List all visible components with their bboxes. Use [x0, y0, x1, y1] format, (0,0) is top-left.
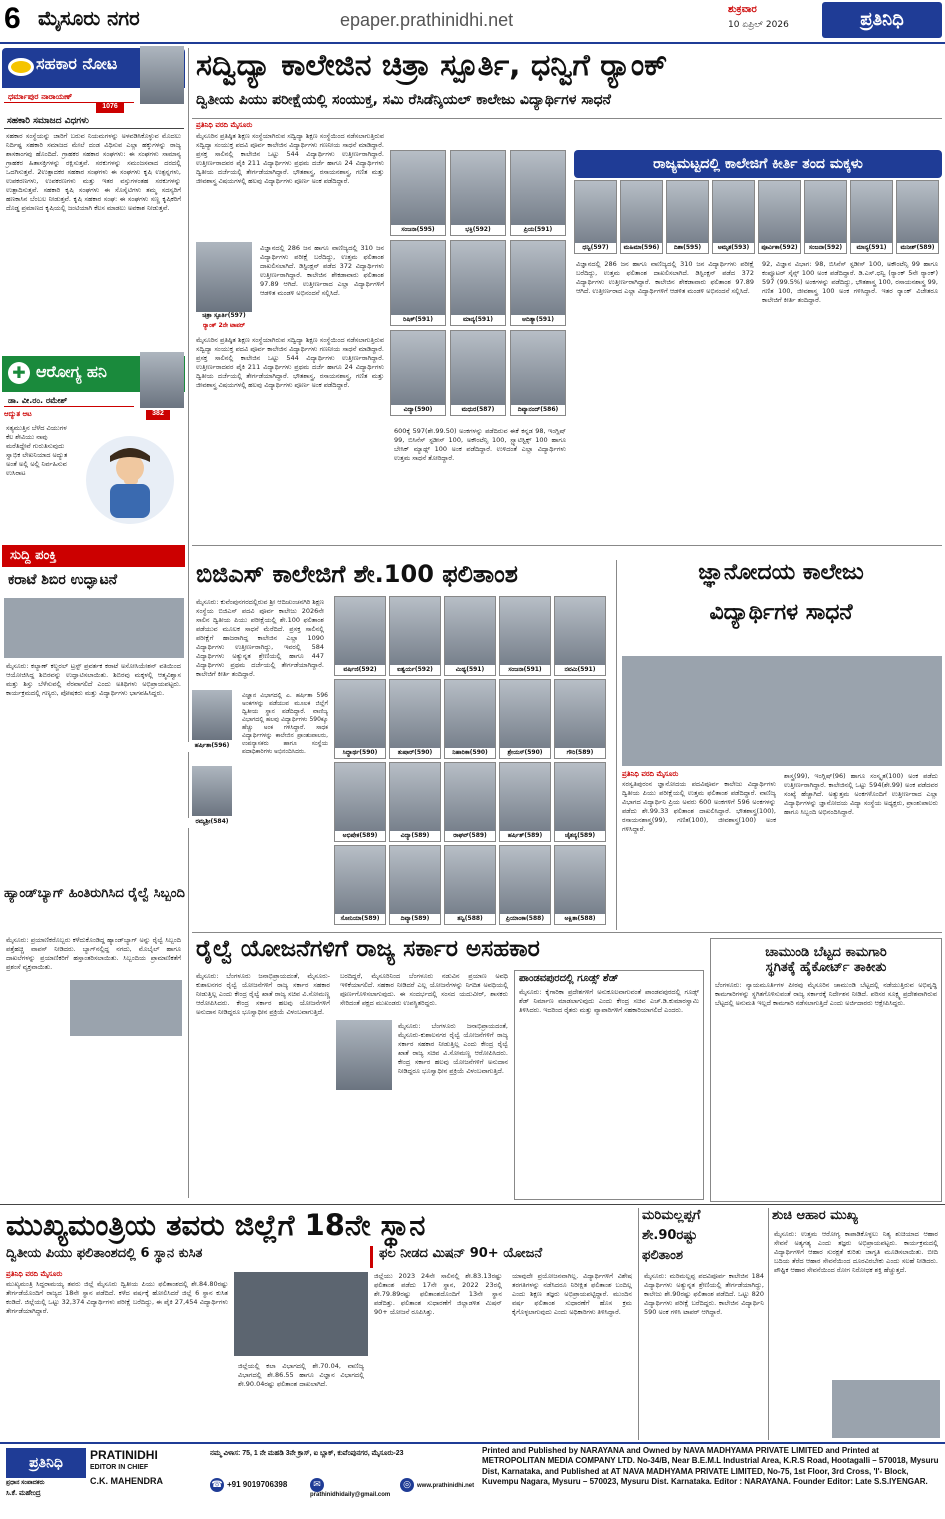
sahakara-badge: 1076 — [96, 103, 124, 113]
bgs-photo-12 — [444, 762, 496, 842]
lead-photo-0 — [390, 150, 446, 236]
mari-headline-1: ಮರಿಮಲ್ಲಪ್ಪಗೆ — [642, 1208, 701, 1223]
footer-web[interactable] — [400, 1478, 482, 1492]
suddi-pankti-bar: ಸುದ್ದಿ ಪಂಕ್ತಿ — [2, 545, 185, 567]
lead-subheadline: ದ್ವಿತೀಯ ಪಿಯು ಪರೀಕ್ಷೆಯಲ್ಲಿ ಸಂಯುಕ್ತ, ಸಮಿ ರೆಸಿಡೆನ್ಶಿಯಲ್ ಕಾಲೇಜು ವಿದ್ಯಾರ್ಥಿಗಳ ಸಾಧನೆ — [196, 92, 611, 108]
railway-staff-photo — [70, 980, 182, 1036]
chamundi-box — [710, 938, 942, 1202]
bgs-caption-7: ನಿಹಾರಿಕಾ(590) — [445, 748, 495, 758]
cm-body-4: ಯಾವುದೇ ಪ್ರಯೋಜನವಾಗಿಲ್ಲ. ವಿದ್ಯಾರ್ಥಿಗಳಿಗೆ ವಿಶೇಷ ತರಗತಿಗಳನ್ನು ನಡೆಸಿದರೂ ನಿರೀಕ್ಷಿತ ಫಲಿತಾಂಶ ಬಂದಿಲ್ಲ ಎಂದು ಶಿಕ್ಷಣ ತಜ್ಞರು ಅಭಿಪ್ರಾಯಪಟ್ಟಿದ್ದಾರೆ. ಮುಂದಿನ ವರ್ಷ ಫಲಿತಾಂಶ ಸುಧಾರಣೆಗೆ ಹೊಸ ಕ್ರಮ ಕೈಗೊಳ್ಳಲಾಗುವುದು ಎಂದು ಅಧಿಕಾರಿಗಳು ತಿಳಿಸಿದ್ದಾರೆ. — [512, 1272, 632, 1316]
cm-body-1: ಮುಖ್ಯಮಂತ್ರಿ ಸಿದ್ದರಾಮಯ್ಯ ತವರು ಜಿಲ್ಲೆ ಮೈಸೂರು ದ್ವಿತೀಯ ಪಿಯು ಫಲಿತಾಂಶದಲ್ಲಿ ಶೇ.84.80ರಷ್ಟು ತೇರ್ಗಡೆಯೊಂದಿಗೆ ರಾಜ್ಯದ 18ನೇ ಸ್ಥಾನ ಪಡೆದಿದೆ. ಕಳೆದ ವರ್ಷಕ್ಕೆ ಹೋಲಿಸಿದರೆ ಜಿಲ್ಲೆ 6 ಸ್ಥಾನ ಕುಸಿತ ಕಂಡಿದೆ. ಜಿಲ್ಲೆಯಲ್ಲಿ ಒಟ್ಟು 32,374 ವಿದ್ಯಾರ್ಥಿಗಳು ಪರೀಕ್ಷೆ ಬರೆದಿದ್ದು, ಈ ಪೈಕಿ 27,454 ವಿದ್ಯಾರ್ಥಿಗಳು ತೇರ್ಗಡೆಯಾಗಿದ್ದಾರೆ. — [6, 1280, 228, 1315]
lead-caption-7: ಮಧುರ(587) — [451, 405, 505, 415]
bgs-headline: ಬಿಜಿಎಸ್ ಕಾಲೇಜಿಗೆ ಶೇ.100 ಫಲಿತಾಂಶ — [196, 560, 518, 588]
footer-address: ನಮ್ಮ ವಿಳಾಸ: 75, 1 ನೇ ಮಹಡಿ 3ನೇ ಕ್ರಾಸ್, ಐ ಬ್ಲಾಕ್, ಕುವೆಂಪುನಗರ, ಮೈಸೂರು-23 — [210, 1450, 404, 1457]
arogya-badge: 382 — [146, 410, 170, 420]
chamundi-headline-1: ಚಾಮುಂಡಿ ಬೆಟ್ಟದ ಕಾಮಗಾರಿ — [765, 945, 887, 960]
lead-body-3: ವಿಜ್ಞಾನದಲ್ಲಿ 286 ಜನ ಹಾಗೂ ವಾಣಿಜ್ಯದಲ್ಲಿ 310 ಜನ ವಿದ್ಯಾರ್ಥಿಗಳು ಪರೀಕ್ಷೆ ಬರೆದಿದ್ದು, ಉತ್ತಮ ಫಲಿತಾಂಶ ದಾಖಲಿಸಲಾಗಿದೆ. ಡಿಸ್ಟಿಂಕ್ಷನ್ ಪಡೆದ 372 ವಿದ್ಯಾರ್ಥಿಗಳು ಉತ್ತೀರ್ಣರಾಗಿದ್ದಾರೆ. ಕಾಲೇಜಿನ ಶೇಕಡಾವಾರು ಫಲಿತಾಂಶ 97.89 ಆಗಿದೆ. ಉತ್ತೀರ್ಣರಾದ ಎಲ್ಲಾ ವಿದ್ಯಾರ್ಥಿಗಳಿಗೆ ಆಡಳಿತ ಮಂಡಳಿ ಅಭಿನಂದನೆ ಸಲ್ಲಿಸಿದೆ. — [576, 260, 754, 295]
state-photo-6 — [850, 180, 893, 254]
cm-divider — [638, 1208, 639, 1440]
jnanodaya-body: ಸರಸ್ವತಿಪುರಂನ ಜ್ಞಾನೋದಯ ಪದವಿಪೂರ್ವ ಕಾಲೇಜು ವಿದ್ಯಾರ್ಥಿಗಳು ದ್ವಿತೀಯ ಪಿಯು ಪರೀಕ್ಷೆಯಲ್ಲಿ ಉತ್ತಮ ಫಲಿತಾಂಶ ಪಡೆದಿದ್ದಾರೆ. ವಾಣಿಜ್ಯ ವಿಭಾಗದ ವಿದ್ಯಾರ್ಥಿನಿ ಪ್ರಿಯ ಅವರು 600 ಅಂಕಗಳಿಗೆ 596 ಅಂಕಗಳನ್ನು ಪಡೆದು ಶೇ.99.33 ಫಲಿತಾಂಶ ದಾಖಲಿಸಿದ್ದಾರೆ. ಭೌತಶಾಸ್ತ್ರ(100), ರಸಾಯನಶಾಸ್ತ್ರ(99), ಗಣಿತ(100), ಜೀವಶಾಸ್ತ್ರ(100) ಅಂಕ ಗಳಿಸಿದ್ದಾರೆ. — [622, 780, 776, 833]
bgs-caption-8: ಶ್ರೇಯಸ್(590) — [500, 748, 550, 758]
mari-headline-2: ಶೇ.90ರಷ್ಟು — [642, 1228, 698, 1243]
state-caption-2: ದಿಶಾ(595) — [667, 243, 708, 253]
email-icon: ✉ — [310, 1478, 324, 1492]
footer-brand: PRATINIDHI — [90, 1448, 158, 1462]
lead-caption-2: ಪ್ರಿಯ(591) — [511, 225, 565, 235]
columnist-photo — [140, 46, 184, 104]
bgs-photo-11 — [389, 762, 441, 842]
sahakara-author: ಧರ್ಮಾಪುರ ನಾರಾಯಣ್ — [4, 90, 134, 103]
jnanodaya-group-photo — [622, 656, 942, 766]
bgs-photo-9 — [554, 679, 606, 759]
bgs-caption-13: ಹರ್ಷಿತ್(589) — [500, 831, 550, 841]
state-caption-4: ಪೂರ್ವಿಕಾ(592) — [759, 243, 800, 253]
mari-divider — [768, 1208, 769, 1440]
lead-photo-5 — [510, 240, 566, 326]
handbag-headline: ಹ್ಯಾಂಡ್‌ಬ್ಯಾಗ್ ಹಿಂತಿರುಗಿಸಿದ ರೈಲ್ವೆ ಸಿಬ್ಬಂದಿ — [4, 886, 185, 901]
bgs-photo-10 — [334, 762, 386, 842]
state-photo-3 — [712, 180, 755, 254]
footer-phone-text: +91 9019706398 — [227, 1480, 288, 1489]
arogya-subhead: ಆದ್ಯುತ ಆಟ — [4, 410, 32, 418]
bgs-caption-6: ತುಷಾರ್(590) — [390, 748, 440, 758]
footer-email[interactable] — [310, 1478, 400, 1498]
footer-editor-kn: ಸಿ.ಕೆ. ಮಹೇಂದ್ರ — [6, 1490, 41, 1497]
cm-headline: ಮುಖ್ಯಮಂತ್ರಿಯ ತವರು ಜಿಲ್ಲೆಗೆ 18ನೇ ಸ್ಥಾನ — [6, 1208, 426, 1242]
railway-body-1: ಮೈಸೂರು: ಬೆಂಗಳೂರು ಜನಾಭಿಪ್ರಾಯದಂತೆ, ಮೈಸೂರು-ಕುಶಾಲನಗರ ರೈಲ್ವೆ ಯೋಜನೆಗಳಿಗೆ ರಾಜ್ಯ ಸರ್ಕಾರ ಸಹಕಾರ ನೀಡುತ್ತಿಲ್ಲ ಎಂದು ಕೇಂದ್ರ ರೈಲ್ವೆ ಖಾತೆ ರಾಜ್ಯ ಸಚಿವ ವಿ.ಸೋಮಣ್ಣ ಆರೋಪಿಸಿದರು. ಕೇಂದ್ರ ಸರ್ಕಾರ ಹಲವು ಯೋಜನೆಗಳಿಗೆ ಅನುದಾನ ನೀಡಿದ್ದರೂ ಭೂಸ್ವಾಧೀನ ಪ್ರಕ್ರಿಯೆ ವಿಳಂಬವಾಗುತ್ತಿದೆ. — [196, 972, 330, 1016]
bgs-caption-18: ಪ್ರಿಯಾಂಕಾ(588) — [500, 914, 550, 924]
lead-photo-grid — [390, 150, 568, 422]
cm-body-2: ಜಿಲ್ಲೆಯಲ್ಲಿ ಕಲಾ ವಿಭಾಗದಲ್ಲಿ ಶೇ.70.04, ವಾಣಿಜ್ಯ ವಿಭಾಗದಲ್ಲಿ ಶೇ.86.55 ಹಾಗೂ ವಿಜ್ಞಾನ ವಿಭಾಗದಲ್ಲಿ ಶೇ.90.04ರಷ್ಟು ಫಲಿತಾಂಶ ದಾಖಲಾಗಿದೆ. — [238, 1362, 364, 1388]
lead-body-4: 92, ವಿಜ್ಞಾನ ವಿಭಾಗ: 98, ಬಿಸಿನೆಸ್ ಸ್ಟಡೀಸ್ 100, ಅಕೌಂಟೆನ್ಸಿ 99 ಹಾಗೂ ಕಂಪ್ಯೂಟರ್ ಸೈನ್ಸ್ 100 ಅಂಕ ಪಡೆದಿದ್ದಾರೆ. ಡಿ.ಎಸ್.ಧನ್ವಿ (ರ್‍ಯಾಂಕ್ 5ನೇ ರ್‍ಯಾಂಕ್) 597 (99.5%) ಅಂಕಗಳನ್ನು ಪಡೆದಿದ್ದು, ಭೌತಶಾಸ್ತ್ರ 100, ರಸಾಯನಶಾಸ್ತ್ರ 99, ಗಣಿತ 100, ಜೀವಶಾಸ್ತ್ರ 100 ಅಂಕ ಗಳಿಸಿದ್ದಾರೆ. ಇತರ ರ್‍ಯಾಂಕ್ ವಿಜೇತರೂ ಕಾಲೇಜಿಗೆ ಕೀರ್ತಿ ತಂದಿದ್ದಾರೆ. — [762, 260, 938, 304]
bgs-photo-grid — [334, 596, 610, 932]
state-photo-1 — [620, 180, 663, 254]
bgs-photo-13 — [499, 762, 551, 842]
railway-body-2: ಬರದಿದ್ದರೆ, ಮೈಸೂರಿನಿಂದ ಬೆಂಗಳೂರು ನಡುವಿನ ಪ್ರಯಾಣ ಅವಧಿ ಇಳಿಕೆಯಾಗಲಿದೆ. ಸಹಕಾರ ನೀಡಿದರೆ ಎಲ್ಲ ಯೋಜನೆಗಳನ್ನು ನಿಗದಿತ ಅವಧಿಯಲ್ಲಿ ಪೂರ್ಣಗೊಳಿಸಲಾಗುವುದು. ಈ ಸಂದರ್ಭದಲ್ಲಿ ಸಂಸದ ಯದುವೀರ್, ಶಾಸಕರು ಸೇರಿದಂತೆ ಪಕ್ಷದ ಮುಖಂಡರು ಉಪಸ್ಥಿತರಿದ್ದರು. — [340, 972, 508, 1007]
bgs-photo-18 — [499, 845, 551, 925]
arogya-body: ಸತ್ಯಮುತ್ತಿನ ಬೆಳೆದ ವಿಯುಗಳ ಕೆಲ ಶೇವಿಯು ನಾವು ಮರೆತಿದ್ದೇವೆ ಗುರುತಿಸುವುದು ಸ್ವಾಭಿಕ ಲೇಖನಿಯಾದ ಅದ್ಯುತ ಅಂತೆ ಅಲ್ಲಿ ಅಲ್ಲಿ ನಿರ್ವಹಿಸುವ ಉಸಿರಾಟ — [6, 424, 68, 477]
footer-editor-en: C.K. MAHENDRA — [90, 1476, 163, 1486]
bgs-caption-10: ಅಭಿಷೇಕ(589) — [335, 831, 385, 841]
bgs-caption-9: ಗೌರಿ(589) — [555, 748, 605, 758]
lead-byline: ಪ್ರತಿನಿಧಿ ವರದಿ ಮೈಸೂರು — [196, 121, 253, 129]
footer-editor-label: EDITOR IN CHIEF — [90, 1464, 149, 1471]
state-caption-6: ಮಾನ್ಯ(591) — [851, 243, 892, 253]
footer-phone[interactable] — [210, 1478, 310, 1492]
lead-body-1c: ಮೈಸೂರಿನ ಪ್ರತಿಷ್ಠಿತ ಶಿಕ್ಷಣ ಸಂಸ್ಥೆಯಾಗಿರುವ ಸದ್ವಿದ್ಯಾ ಶಿಕ್ಷಣ ಸಂಸ್ಥೆಯಿಂದ ನಡೆಸಲಾಗುತ್ತಿರುವ ಸದ್ವಿದ್ಯಾ ಸಂಯುಕ್ತ ಪದವಿ ಪೂರ್ವ ಕಾಲೇಜಿನ ವಿದ್ಯಾರ್ಥಿಗಳು ಗಣನೀಯ ಸಾಧನೆ ಮಾಡಿದ್ದಾರೆ. ಪ್ರಸಕ್ತ ಸಾಲಿನಲ್ಲಿ ಕಾಲೇಜಿನ ಒಟ್ಟು 544 ವಿದ್ಯಾರ್ಥಿಗಳು ಉತ್ತೀರ್ಣರಾಗಿದ್ದಾರೆ. ಉತ್ತೀರ್ಣರಾದವರ ಪೈಕಿ 211 ವಿದ್ಯಾರ್ಥಿಗಳು ಪ್ರಥಮ ದರ್ಜೆ ಹಾಗೂ 24 ವಿದ್ಯಾರ್ಥಿಗಳು ದ್ವಿತೀಯ ದರ್ಜೆಯಲ್ಲಿ ತೇರ್ಗಡೆಯಾಗಿದ್ದಾರೆ. ಭೌತಶಾಸ್ತ್ರ, ರಸಾಯನಶಾಸ್ತ್ರ, ಗಣಿತ ಮತ್ತು ಜೀವಶಾಸ್ತ್ರ ವಿಷಯಗಳಲ್ಲಿ ಹಲವು ವಿದ್ಯಾರ್ಥಿಗಳು ಪೂರ್ಣ ಅಂಕ ಪಡೆದಿದ್ದಾರೆ. — [196, 336, 384, 389]
bgs-caption-1: ಐಶ್ವರ್ಯ(592) — [390, 665, 440, 675]
lead-caption-8: ದಿವ್ಯಾನಂದ್(586) — [511, 405, 565, 415]
minister-photo — [336, 1020, 392, 1090]
jnanodaya-body-2: ಶಾಸ್ತ್ರ(99), ಇಂಗ್ಲಿಷ್(96) ಹಾಗೂ ಸಂಸ್ಕೃತ(100) ಅಂಕ ಪಡೆದು ಉತ್ತೀರ್ಣರಾಗಿದ್ದಾರೆ. ಕಾಲೇಜಿನಲ್ಲಿ ಒಟ್ಟು 594(ಶೇ.99) ಅಂಕ ಪಡೆದವರ ಸಂಖ್ಯೆ ಹೆಚ್ಚಾಗಿದೆ. ಅತ್ಯುತ್ತಮ ಅಂಕಗಳೊಂದಿಗೆ ಉತ್ತೀರ್ಣರಾದ ಎಲ್ಲಾ ವಿದ್ಯಾರ್ಥಿಗಳನ್ನು ಜ್ಞಾನೋದಯ ವಿದ್ಯಾ ಸಂಸ್ಥೆಯ ಅಧ್ಯಕ್ಷರು, ಪ್ರಾಂಶುಪಾಲರು ಹಾಗೂ ಸಿಬ್ಬಂದಿ ಅಭಿನಂದಿಸಿದ್ದಾರೆ. — [784, 772, 938, 816]
issue-day: ಶುಕ್ರವಾರ — [728, 4, 757, 15]
site-url[interactable]: epaper.prathinidhi.net — [340, 10, 514, 30]
cm-subhead-a: ದ್ವಿತೀಯ ಪಿಯು ಫಲಿತಾಂಶದಲ್ಲಿ 6 ಸ್ಥಾನ ಕುಸಿತ — [6, 1246, 203, 1261]
railway-headline: ರೈಲ್ವೆ ಯೋಜನೆಗಳಿಗೆ ರಾಜ್ಯ ಸರ್ಕಾರ ಅಸಹಕಾರ — [196, 936, 540, 962]
state-caption-7: ಮನೀಶ್(589) — [897, 243, 938, 253]
arogya-author: ಡಾ. ವೀ.ರಂ. ರಮೇಶ್ — [4, 394, 134, 407]
cm-byline: ಪ್ರತಿನಿಧಿ ವರದಿ ಮೈಸೂರು — [6, 1270, 63, 1278]
bgs-caption-0: ವರ್ಷಿಣಿ(592) — [335, 665, 385, 675]
lead-headline: ಸದ್ವಿದ್ಯಾ ಕಾಲೇಜಿನ ಚಿತ್ರಾ ಸ್ಪೂರ್ತಿ, ಧನ್ವಿಗೆ ರ್‍ಯಾಂಕ್ — [196, 48, 668, 83]
health-drop-icon: ✚ — [8, 362, 30, 384]
bgs-photo-14 — [554, 762, 606, 842]
chitra-rank: ರ್‍ಯಾಂಕ್ 2ನೇ ಟಾಪರ್ — [192, 322, 256, 332]
bgs-caption-3: ಸಂಜನಾ(591) — [500, 665, 550, 675]
bgs-divider — [616, 560, 617, 930]
bgs-photo-16 — [389, 845, 441, 925]
footer-tagline: ಪ್ರಧಾನ ಸಂಪಾದಕರು — [6, 1480, 45, 1486]
shuchi-headline: ಶುಚಿ ಆಹಾರ ಮುಖ್ಯ — [772, 1208, 858, 1223]
bgs-photo-6 — [389, 679, 441, 759]
bgs-caption-14: ಚೈತನ್ಯ(589) — [555, 831, 605, 841]
jnanodaya-headline-2: ವಿದ್ಯಾರ್ಥಿಗಳ ಸಾಧನೆ — [709, 600, 853, 625]
lead-photo-6 — [390, 330, 446, 416]
cough-illustration — [80, 430, 180, 530]
state-caption-3: ಅಮೃತ(593) — [713, 243, 754, 253]
bgs-photo-17 — [444, 845, 496, 925]
bgs-caption-16: ದಿವ್ಯಾ(589) — [390, 914, 440, 924]
cm-body-3: ಜಿಲ್ಲೆಯು 2023 24ನೇ ಸಾಲಿನಲ್ಲಿ ಶೇ.83.13ರಷ್ಟು ಫಲಿತಾಂಶ ಪಡೆದು 17ನೇ ಸ್ಥಾನ, 2022 23ರಲ್ಲಿ ಶೇ.79.89ರಷ್ಟು ಫಲಿತಾಂಶದೊಂದಿಗೆ 13ನೇ ಸ್ಥಾನ ಪಡೆದಿತ್ತು. ಫಲಿತಾಂಶ ಸುಧಾರಣೆಗೆ ಜಿಲ್ಲಾಡಳಿತ ಮಿಷನ್ 90+ ಯೋಜನೆ ರೂಪಿಸಿತ್ತು. — [374, 1272, 502, 1316]
bgs-caption-5: ಸಿದ್ಧಾರ್ಥ(590) — [335, 748, 385, 758]
bgs-photo-15 — [334, 845, 386, 925]
lead-photo-2 — [510, 150, 566, 236]
bgs-photo-0 — [334, 596, 386, 676]
bgs-caption-17: ತನ್ವಿ(588) — [445, 914, 495, 924]
lead-photo-7 — [450, 330, 506, 416]
mari-headline-3: ಫಲಿತಾಂಶ — [642, 1248, 683, 1263]
mari-body: ಮೈಸೂರು: ಮರಿಮಲ್ಲಪ್ಪ ಪದವಿಪೂರ್ವ ಕಾಲೇಜಿನ 184 ವಿದ್ಯಾರ್ಥಿಗಳು ಅತ್ಯುನ್ನತ ಶ್ರೇಣಿಯಲ್ಲಿ ತೇರ್ಗಡೆಯಾಗಿದ್ದು, ಕಾಲೇಜು ಶೇ.90ರಷ್ಟು ಫಲಿತಾಂಶ ಪಡೆದಿದೆ. ಒಟ್ಟು 820 ವಿದ್ಯಾರ್ಥಿಗಳು ಪರೀಕ್ಷೆ ಬರೆದಿದ್ದರು. ಕಾಲೇಜಿನ ವಿದ್ಯಾರ್ಥಿನಿ 590 ಅಂಕ ಗಳಿಸಿ ಟಾಪರ್ ಆಗಿದ್ದಾರೆ. — [644, 1272, 764, 1316]
goods-shed-box — [514, 970, 704, 1200]
goods-headline: ಪಾಂಡವಪುರದಲ್ಲಿ ಗೂಡ್ಸ್ ಶೆಡ್ — [519, 973, 619, 984]
state-photo-4 — [758, 180, 801, 254]
chitra-caption: ಚಿತ್ರಾ ಸ್ಫೂರ್ತಿ(597) — [192, 312, 256, 322]
cm-subhead-b: ಫಲ ನೀಡದ ಮಿಷನ್ 90+ ಯೋಜನೆ — [370, 1246, 636, 1268]
lead-caption-1: ಭಕ್ತಿ(592) — [451, 225, 505, 235]
railway-body-3: ಮೈಸೂರು: ಬೆಂಗಳೂರು ಜನಾಭಿಪ್ರಾಯದಂತೆ, ಮೈಸೂರು-ಕುಶಾಲನಗರ ರೈಲ್ವೆ ಯೋಜನೆಗಳಿಗೆ ರಾಜ್ಯ ಸರ್ಕಾರ ಸಹಕಾರ ನೀಡುತ್ತಿಲ್ಲ ಎಂದು ಕೇಂದ್ರ ರೈಲ್ವೆ ಖಾತೆ ರಾಜ್ಯ ಸಚಿವ ವಿ.ಸೋಮಣ್ಣ ಆರೋಪಿಸಿದರು. ಕೇಂದ್ರ ಸರ್ಕಾರ ಹಲವು ಯೋಜನೆಗಳಿಗೆ ಅನುದಾನ ನೀಡಿದ್ದರೂ ಭೂಸ್ವಾಧೀನ ಪ್ರಕ್ರಿಯೆ ವಿಳಂಬವಾಗುತ್ತಿದೆ. — [398, 1022, 508, 1075]
harshita-photo — [192, 690, 232, 740]
lead-caption-3: ರಿಷಿಕ್(591) — [391, 315, 445, 325]
chamundi-body: ಬೆಂಗಳೂರು: ನ್ಯಾಯಮೂರ್ತಿಗಳ ಪೀಠವು ಮೈಸೂರಿನ ಚಾಮುಂಡಿ ಬೆಟ್ಟದಲ್ಲಿ ನಡೆಯುತ್ತಿರುವ ಅಭಿವೃದ್ಧಿ ಕಾಮಗಾರಿಗಳನ್ನು ಸ್ಥಗಿತಗೊಳಿಸುವಂತೆ ರಾಜ್ಯ ಸರ್ಕಾರಕ್ಕೆ ನಿರ್ದೇಶನ ನೀಡಿದೆ. ಪರಿಸರ ಸೂಕ್ಷ್ಮ ಪ್ರದೇಶವಾಗಿರುವ ಬೆಟ್ಟದಲ್ಲಿ ಅನುಮತಿ ಇಲ್ಲದೆ ಕಾಮಗಾರಿ ನಡೆಸಲಾಗುತ್ತಿದೆ ಎಂದು ಅರ್ಜಿದಾರರು ಆಕ್ಷೇಪಿಸಿದ್ದರು. — [715, 981, 937, 1007]
section-rule-2 — [192, 932, 942, 933]
harshita-caption: ಹರ್ಷಿತಾ(596) — [188, 742, 236, 752]
lead-caption-5: ಆದಿತ್ಯಾ(591) — [511, 315, 565, 325]
footer-imprint: Printed and Published by NARAYANA and Owned by NAVA MADHYAMA PRIVATE LIMITED and Printed at METROPOLITAN MEDIA COMPANY LTD. No-34/B, Near B.E.M.L Industrial Area, K.R.S Road, Hootagalli – 570018, Mysuru Dist, Karnataka, and Published at AT NAVA MADHYAMA PRIVATE LIMITED, No-75, 1st Floor, 3rd Cross, 'I'- Block, Kuvempu Nagara, Mysuru – 570023, Mysuru Dist. Karnataka. Editor : NARAYANA. Founder Editor: Late S.S.IYENGAR. — [482, 1446, 939, 1487]
chitra-photo — [196, 242, 252, 312]
state-photo-0 — [574, 180, 617, 254]
bgs-caption-19: ಅಕ್ಷಿತಾ(588) — [555, 914, 605, 924]
bgs-body-1: ಮೈಸೂರು: ಕುವೆಂಪುನಗರದಲ್ಲಿರುವ ಶ್ರೀ ಆದಿಚುಂಚನಗಿರಿ ಶಿಕ್ಷಣ ಸಂಸ್ಥೆಯ ಬಿಜಿಎಸ್ ಪದವಿ ಪೂರ್ವ ಕಾಲೇಜು 2026ನೇ ಸಾಲಿನ ದ್ವಿತೀಯ ಪಿಯು ಪರೀಕ್ಷೆಯಲ್ಲಿ ಶೇ.100 ಫಲಿತಾಂಶ ಪಡೆಯುವ ಮೂಲಕ ಸಾಧನೆ ಮೆರೆದಿದೆ. ಪ್ರಸಕ್ತ ಸಾಲಿನಲ್ಲಿ ಪರೀಕ್ಷೆಗೆ ಹಾಜರಾಗಿದ್ದ ಕಾಲೇಜಿನ ಎಲ್ಲಾ 1090 ವಿದ್ಯಾರ್ಥಿಗಳು ಉತ್ತೀರ್ಣರಾಗಿದ್ದು, ಇವರಲ್ಲಿ 584 ವಿದ್ಯಾರ್ಥಿಗಳು ಅತ್ಯುನ್ನತ ಶ್ರೇಣಿಯಲ್ಲಿ ಹಾಗೂ 447 ವಿದ್ಯಾರ್ಥಿಗಳು ಪ್ರಥಮ ದರ್ಜೆಯಲ್ಲಿ ತೇರ್ಗಡೆಯಾಗಿದ್ದಾರೆ. ಕಾಲೇಜಿಗೆ ಕೀರ್ತಿ ತಂದಿದ್ದಾರೆ. — [196, 598, 324, 678]
karate-body: ಮೈಸೂರು: ಕಲ್ಯಾಣ್ ಕಲ್ಚರಲ್ ಟ್ರಸ್ಟ್ ಪ್ರವರ್ತಕ ಕರಾಟೆ ಅಸೋಸಿಯೇಶನ್ ವತಿಯಿಂದ ಆಯೋಜಿಸಿದ್ದ ಶಿಬಿರವನ್ನು ಉದ್ಘಾಟಿಸಲಾಯಿತು. ಶಿಬಿರವು ಮಕ್ಕಳಲ್ಲಿ ಆತ್ಮವಿಶ್ವಾಸ ಮತ್ತು ಶಿಸ್ತು ಬೆಳೆಸುವಲ್ಲಿ ನೆರವಾಗಲಿದೆ ಎಂದು ಅತಿಥಿಗಳು ಅಭಿಪ್ರಾಯಪಟ್ಟರು. ಕಾರ್ಯಕ್ರಮದಲ್ಲಿ ಗಣ್ಯರು, ಪೋಷಕರು ಮತ್ತು ವಿದ್ಯಾರ್ಥಿಗಳು ಭಾಗವಹಿಸಿದ್ದರು. — [6, 662, 181, 697]
karate-photo — [4, 598, 184, 658]
header-rule — [0, 42, 945, 44]
students-photo — [234, 1272, 368, 1356]
phone-icon: ☎ — [211, 1480, 223, 1490]
footer-web-text: www.prathinidhi.net — [417, 1483, 475, 1489]
karate-headline: ಕರಾಟೆ ಶಿಬಿರ ಉದ್ಘಾಟನೆ — [8, 572, 118, 588]
column-divider — [188, 48, 189, 1198]
state-photo-7 — [896, 180, 939, 254]
lead-photo-8 — [510, 330, 566, 416]
footer-email-text: prathinidhidaily@gmail.com — [310, 1492, 391, 1498]
issue-date: 10 ಏಪ್ರಿಲ್ 2026 — [728, 20, 789, 30]
lead-photo-4 — [450, 240, 506, 326]
bgs-caption-15: ಸೋನಿಯಾ(589) — [335, 914, 385, 924]
bgs-photo-8 — [499, 679, 551, 759]
bgs-photo-7 — [444, 679, 496, 759]
jnanodaya-headline-1: ಜ್ಞಾನೋದಯ ಕಾಲೇಜು — [698, 560, 864, 585]
state-photo-2 — [666, 180, 709, 254]
state-caption-5: ಸಂಜನಾ(592) — [805, 243, 846, 253]
footer-logo: ಪ್ರತಿನಿಧಿ — [6, 1448, 86, 1478]
eye-icon — [8, 58, 34, 76]
lead-caption-4: ಮಾನ್ಯ(591) — [451, 315, 505, 325]
lead-body-1b: ವಿಜ್ಞಾನದಲ್ಲಿ 286 ಜನ ಹಾಗೂ ವಾಣಿಜ್ಯದಲ್ಲಿ 310 ಜನ ವಿದ್ಯಾರ್ಥಿಗಳು ಪರೀಕ್ಷೆ ಬರೆದಿದ್ದು, ಉತ್ತಮ ಫಲಿತಾಂಶ ದಾಖಲಿಸಲಾಗಿದೆ. ಡಿಸ್ಟಿಂಕ್ಷನ್ ಪಡೆದ 372 ವಿದ್ಯಾರ್ಥಿಗಳು ಉತ್ತೀರ್ಣರಾಗಿದ್ದಾರೆ. ಕಾಲೇಜಿನ ಶೇಕಡಾವಾರು ಫಲಿತಾಂಶ 97.89 ಆಗಿದೆ. ಉತ್ತೀರ್ಣರಾದ ಎಲ್ಲಾ ವಿದ್ಯಾರ್ಥಿಗಳಿಗೆ ಆಡಳಿತ ಮಂಡಳಿ ಅಭಿನಂದನೆ ಸಲ್ಲಿಸಿದೆ. — [260, 244, 384, 297]
bgs-photo-1 — [389, 596, 441, 676]
bgs-caption-11: ವಿದ್ಯಾ(589) — [390, 831, 440, 841]
bgs-caption-4: ನವಮಿ(591) — [555, 665, 605, 675]
bgs-photo-19 — [554, 845, 606, 925]
state-rank-photos — [574, 180, 942, 256]
lead-caption-6: ವಿದ್ಯಾ(590) — [391, 405, 445, 415]
shuchi-body: ಮೈಸೂರು: ಉತ್ತಮ ಆರೋಗ್ಯ ಕಾಪಾಡಿಕೊಳ್ಳಲು ನಿತ್ಯ ಶುಚಿಯಾದ ಆಹಾರ ಸೇವನೆ ಅತ್ಯಗತ್ಯ ಎಂದು ತಜ್ಞರು ಅಭಿಪ್ರಾಯಪಟ್ಟರು. ಕಾರ್ಯಕ್ರಮದಲ್ಲಿ ವಿದ್ಯಾರ್ಥಿಗಳಿಗೆ ಆಹಾರ ಸುರಕ್ಷತೆ ಕುರಿತು ಜಾಗೃತಿ ಮೂಡಿಸಲಾಯಿತು. ಬೀದಿ ಬದಿಯ ತೆರೆದ ಆಹಾರ ಸೇವನೆಯಿಂದ ದೂರವಿರಬೇಕು ಎಂದು ಸಲಹೆ ನೀಡಿದರು. ಪೌಷ್ಟಿಕ ಆಹಾರ ಸೇವನೆಯಿಂದ ರೋಗ ನಿರೋಧಕ ಶಕ್ತಿ ಹೆಚ್ಚುತ್ತದೆ. — [774, 1230, 938, 1274]
chamundi-headline-2: ಸ್ಥಗಿತಕ್ಕೆ ಹೈಕೋರ್ಟ್ ತಾಕೀತು — [765, 960, 887, 975]
jnanodaya-byline: ಪ್ರತಿನಿಧಿ ವರದಿ ಮೈಸೂರು — [622, 770, 679, 778]
lead-caption-0: ಸಂಜನಾ(595) — [391, 225, 445, 235]
lead-photo-3 — [390, 240, 446, 326]
bgs-caption-12: ರಾಘವ್(589) — [445, 831, 495, 841]
bgs-photo-4 — [554, 596, 606, 676]
goods-body: ಮೈಸೂರು: ಕೈಗಾರಿಕಾ ಪ್ರದೇಶಗಳಿಗೆ ಅನುಕೂಲವಾಗುವಂತೆ ಪಾಂಡವಪುರದಲ್ಲಿ ಗೂಡ್ಸ್ ಶೆಡ್ ನಿರ್ಮಾಣ ಮಾಡಲಾಗುವುದು ಎಂದು ಕೇಂದ್ರ ಸಚಿವ ಎಚ್.ಡಿ.ಕುಮಾರಸ್ವಾಮಿ ತಿಳಿಸಿದರು. ಇದರಿಂದ ರೈತರು ಮತ್ತು ವ್ಯಾಪಾರಿಗಳಿಗೆ ಸಹಕಾರಿಯಾಗಲಿದೆ ಎಂದರು. — [519, 988, 699, 1014]
ramyashri-caption: ರಮ್ಯಶ್ರೀ(584) — [188, 818, 236, 828]
lead-body-2: 600ಕ್ಕೆ 597(ಶೇ.99.50) ಅಂಕಗಳನ್ನು ಪಡೆದಿರುವ ಈಕೆ ಕನ್ನಡ 98, ಇಂಗ್ಲಿಷ್ 99, ಬಿಸಿನೆಸ್ ಸ್ಟಡೀಸ್ 100, ಅಕೌಂಟೆನ್ಸಿ 100, ಸ್ಟ್ಯಾಟಿಸ್ಟಿಕ್ಸ್ 100 ಹಾಗೂ ಬೇಸಿಕ್ ಮ್ಯಾಥ್ಸ್ 100 ಅಂಕ ಪಡೆದಿದ್ದಾರೆ. ಉಳಿದಂತೆ ಎಲ್ಲಾ ವಿದ್ಯಾರ್ಥಿಗಳು ಉತ್ತಮ ಸಾಧನೆ ತೋರಿದ್ದಾರೆ. — [394, 427, 566, 462]
page-number: 6 — [4, 2, 21, 35]
state-caption-1: ಮಹಿಮಾ(596) — [621, 243, 662, 253]
globe-icon: ◎ — [400, 1478, 414, 1492]
arogya-columnist-photo — [140, 352, 184, 408]
state-rank-box: ರಾಜ್ಯಮಟ್ಟದಲ್ಲಿ ಕಾಲೇಜಿಗೆ ಕೀರ್ತಿ ತಂದ ಮಕ್ಕಳು — [574, 150, 942, 178]
sahakara-subhead: ಸಹಕಾರಿ ಸಮಾಜದ ವಿಧಗಳು — [4, 114, 184, 129]
bgs-photo-3 — [499, 596, 551, 676]
section-rule — [192, 545, 942, 546]
lead-rule — [192, 118, 942, 119]
bgs-photo-2 — [444, 596, 496, 676]
bgs-caption-2: ಮಿಥ್ಯ(591) — [445, 665, 495, 675]
bgs-body-2: ವಿಜ್ಞಾನ ವಿಭಾಗದಲ್ಲಿ ಎ. ಹರ್ಷಿತಾ 596 ಅಂಕಗಳನ್ನು ಪಡೆಯುವ ಮೂಲಕ ಜಿಲ್ಲೆಗೆ ದ್ವಿತೀಯ ಸ್ಥಾನ ಪಡೆದಿದ್ದಾರೆ. ವಾಣಿಜ್ಯ ವಿಭಾಗದಲ್ಲಿ ಹಲವು ವಿದ್ಯಾರ್ಥಿಗಳು 590ಕ್ಕೂ ಹೆಚ್ಚು ಅಂಕ ಗಳಿಸಿದ್ದಾರೆ. ಸಾಧಕ ವಿದ್ಯಾರ್ಥಿಗಳನ್ನು ಕಾಲೇಜಿನ ಪ್ರಾಂಶುಪಾಲರು, ಉಪನ್ಯಾಸಕರು ಹಾಗೂ ಸಂಸ್ಥೆಯ ಪದಾಧಿಕಾರಿಗಳು ಅಭಿನಂದಿಸಿದರು. — [242, 692, 328, 755]
section-title: ಮೈಸೂರು ನಗರ — [38, 6, 140, 30]
handbag-body: ಮೈಸೂರು: ಪ್ರಯಾಣಿಕರೊಬ್ಬರು ಕಳೆದುಕೊಂಡಿದ್ದ ಹ್ಯಾಂಡ್‌ಬ್ಯಾಗ್ ಅನ್ನು ರೈಲ್ವೆ ಸಿಬ್ಬಂದಿ ಪತ್ತೆಹಚ್ಚಿ ವಾಪಸ್ ನೀಡಿದರು. ಬ್ಯಾಗ್‌ನಲ್ಲಿದ್ದ ನಗದು, ಮೊಬೈಲ್ ಹಾಗೂ ದಾಖಲೆಗಳನ್ನು ಪ್ರಯಾಣಿಕರಿಗೆ ಹಸ್ತಾಂತರಿಸಲಾಯಿತು. ಸಿಬ್ಬಂದಿಯ ಪ್ರಾಮಾಣಿಕತೆಗೆ ಪ್ರಶಂಸೆ ವ್ಯಕ್ತವಾಯಿತು. — [6, 936, 181, 971]
state-caption-0: ಧನ್ವಿ(597) — [575, 243, 616, 253]
masthead-logo: ಪ್ರತಿನಿಧಿ — [822, 2, 942, 38]
lead-photo-1 — [450, 150, 506, 236]
arogya-title: ಆರೋಗ್ಯ ಹನಿ — [36, 362, 107, 381]
sahakara-title: ಸಹಕಾರ ನೋಟ — [36, 54, 118, 73]
lead-body-1: ಮೈಸೂರಿನ ಪ್ರತಿಷ್ಠಿತ ಶಿಕ್ಷಣ ಸಂಸ್ಥೆಯಾಗಿರುವ ಸದ್ವಿದ್ಯಾ ಶಿಕ್ಷಣ ಸಂಸ್ಥೆಯಿಂದ ನಡೆಸಲಾಗುತ್ತಿರುವ ಸದ್ವಿದ್ಯಾ ಸಂಯುಕ್ತ ಪದವಿ ಪೂರ್ವ ಕಾಲೇಜಿನ ವಿದ್ಯಾರ್ಥಿಗಳು ಗಣನೀಯ ಸಾಧನೆ ಮಾಡಿದ್ದಾರೆ. ಪ್ರಸಕ್ತ ಸಾಲಿನಲ್ಲಿ ಕಾಲೇಜಿನ ಒಟ್ಟು 544 ವಿದ್ಯಾರ್ಥಿಗಳು ಉತ್ತೀರ್ಣರಾಗಿದ್ದಾರೆ. ಉತ್ತೀರ್ಣರಾದವರ ಪೈಕಿ 211 ವಿದ್ಯಾರ್ಥಿಗಳು ಪ್ರಥಮ ದರ್ಜೆ ಹಾಗೂ 24 ವಿದ್ಯಾರ್ಥಿಗಳು ದ್ವಿತೀಯ ದರ್ಜೆಯಲ್ಲಿ ತೇರ್ಗಡೆಯಾಗಿದ್ದಾರೆ. ಭೌತಶಾಸ್ತ್ರ, ರಸಾಯನಶಾಸ್ತ್ರ, ಗಣಿತ ಮತ್ತು ಜೀವಶಾಸ್ತ್ರ ವಿಷಯಗಳಲ್ಲಿ ಹಲವು ವಿದ್ಯಾರ್ಥಿಗಳು ಪೂರ್ಣ ಅಂಕ ಪಡೆದಿದ್ದಾರೆ. — [196, 132, 384, 185]
ramyashri-photo — [192, 766, 232, 816]
sahakara-body: ಸಹಕಾರ ಸಂಸ್ಥೆಯನ್ನು ಜಾರಿಗೆ ಬರುವ ನಿಯಮಗಳನ್ನು ಅಳವಡಿಸಿಕೊಳ್ಳುವ ಮೊದಲು ನಿರ್ದಿಷ್ಟ ಸಹಕಾರಿ ಸಮಾಜದ ಮೇಲೆ ದಂಡ ವಿಧಿಸುವ ಎಲ್ಲಾ ಹಕ್ಕುಗಳನ್ನು ರಾಜ್ಯ ಶಾಸಕಾಂಗವು ಹೊಂದಿದೆ. ಗ್ರಾಹಕರ ಸಹಕಾರ ಸಂಘಗಳು: ಈ ಸಂಘಗಳು ಸಾಮಾನ್ಯ ಗ್ರಾಹಕರ ಹಿತಾಸಕ್ತಿಗಳನ್ನು ರಕ್ಷಿಸುತ್ತವೆ. ಸರಕುಗಳನ್ನು ಸಮಂಜಸವಾದ ದರದಲ್ಲಿ ಒದಗಿಸುತ್ತವೆ. 2ಉತ್ಪಾದಕರ ಸಹಕಾರ ಸಂಘಗಳು ಈ ಸಂಘಗಳು ಕೃಷಿ ಉತ್ಪನ್ನಗಳು, ಉಪಕರಣಗಳು, ಉಪಕರಣಗಳು ಮತ್ತು ಇತರ ವಸ್ತುಗಳಂತಹ ಸರಕುಗಳನ್ನು ಉತ್ಪಾದಿಸುತ್ತವೆ. ಸಹಕಾರಿ ಕೃಷಿ ಸಂಘಗಳು ಈ ಸೊಸೈಟಿಗಳು ತಮ್ಮ ಸದಸ್ಯರಿಗೆ ಹಣಕಾಸಿನ ಬೆಂಬಲ ನೀಡುತ್ತವೆ. ಕೃಷಿ ಸಹಕಾರ ಸಂಘ: ಈ ಸಂಘಗಳು ಸಣ್ಣ ಕೃಷಿಕರಿಗೆ ದೊಡ್ಡ ಪ್ರಮಾಣದ ಕೃಷಿಯಲ್ಲಿ ಜಂಟಿಯಾಗಿ ಕೆಲಸ ಮಾಡಲು ಅವಕಾಶ ನೀಡುತ್ತವೆ. — [6, 132, 181, 212]
bgs-photo-5 — [334, 679, 386, 759]
state-photo-5 — [804, 180, 847, 254]
section-rule-3 — [0, 1204, 945, 1205]
shuchi-photo — [832, 1380, 940, 1438]
